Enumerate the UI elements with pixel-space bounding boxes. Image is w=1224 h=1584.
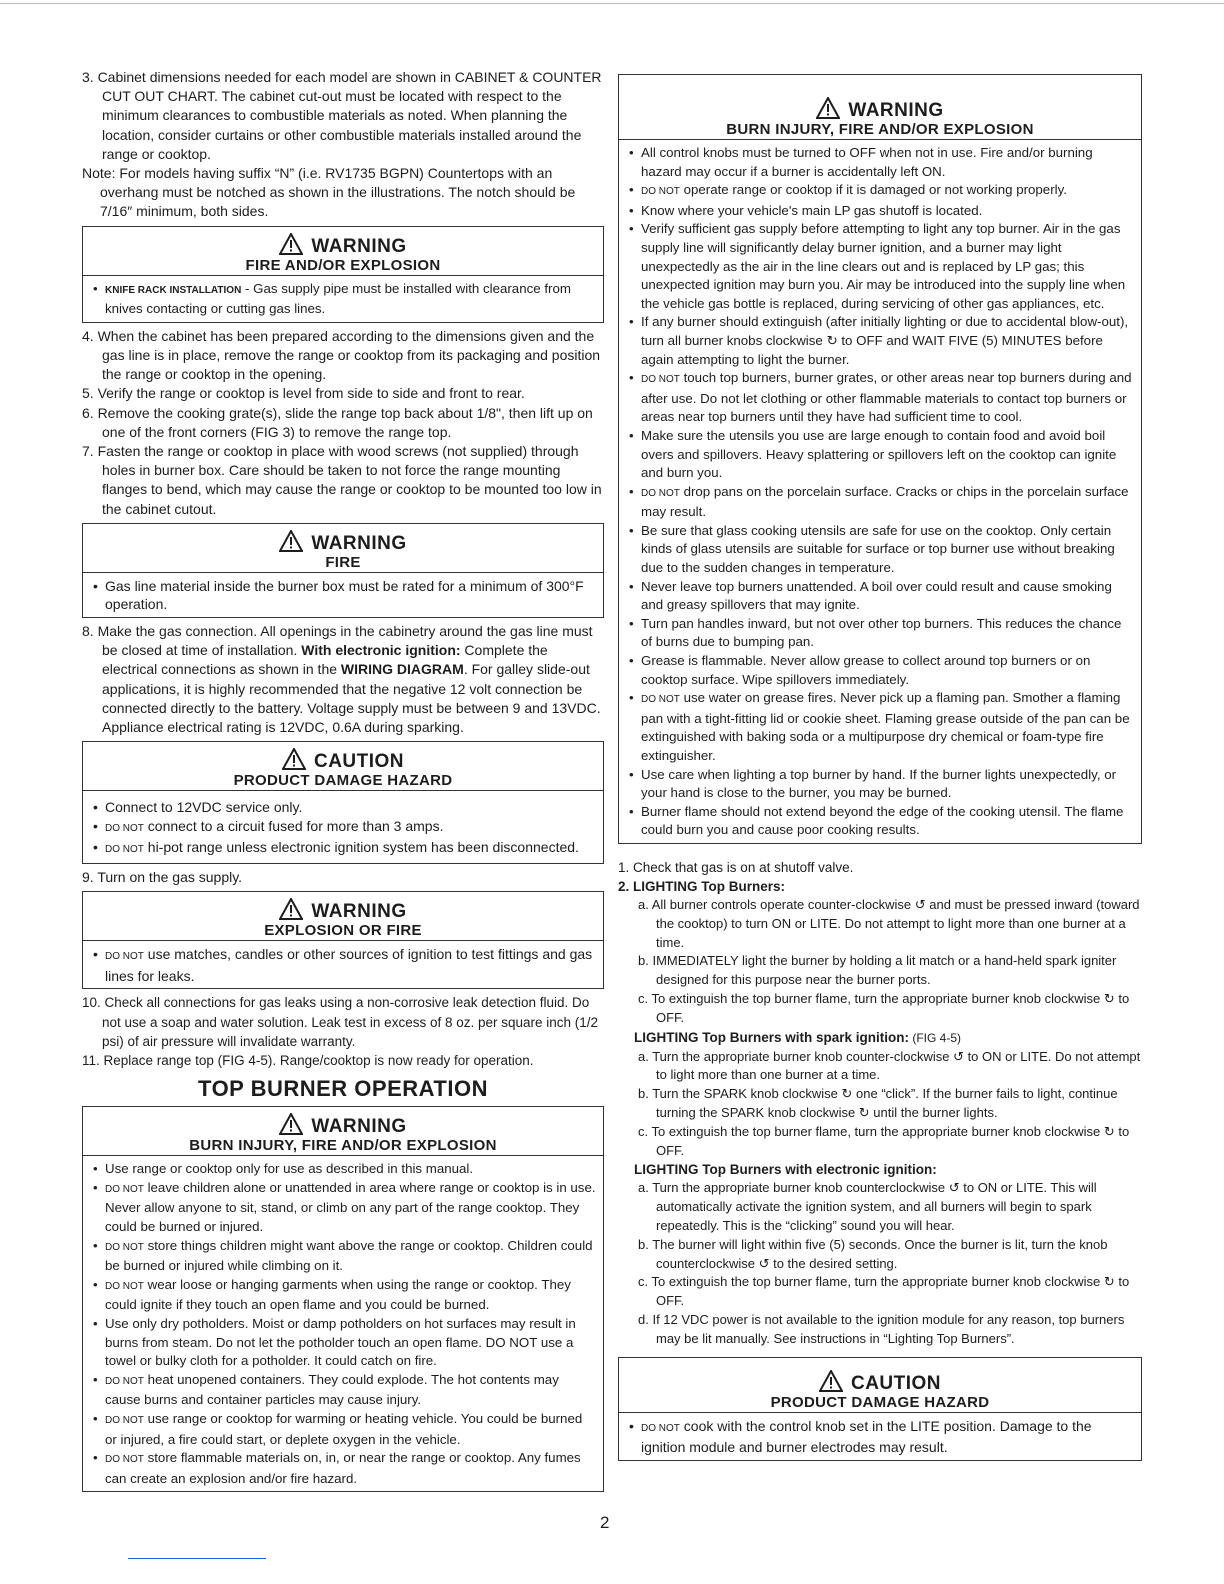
caution-title: CAUTION — [850, 1372, 942, 1394]
warning-title: WARNING — [848, 100, 944, 121]
warning-triangle-icon — [819, 1370, 843, 1392]
right-column — [618, 74, 1142, 1465]
warning-triangle-icon — [282, 748, 306, 770]
warning-triangle-icon — [279, 1113, 303, 1135]
warning-bullet: • Use range or cooktop only for use as described in this manual. — [89, 1160, 597, 1179]
warning-bullet: • Be sure that glass cooking utensils are safe for use on the cooktop. Only certain kinds of glass utensils are suitable for surface or top burner use without breaking due to the sudden changes in temperature. — [625, 522, 1135, 578]
step-10: 10. Check all connections for gas leaks using a non-corrosive leak detection fluid. Do not use a soap and water solution. Leak test in excess of 8 oz. per square inch (1/2 psi) of air pressure will invalidate warranty. — [82, 995, 599, 1049]
lighting-2a: a. All burner controls operate counter-clockwise ↺ and must be pressed inward (toward the cooktop) to turn ON or LITE. Do not attempt to light more than one burner at a time. — [638, 896, 1140, 950]
caution-bullet: • Connect to 12VDC service only. — [89, 798, 597, 817]
warning-triangle-icon — [279, 898, 303, 920]
knife-rack-label: KNIFE RACK INSTALLATION — [105, 284, 242, 296]
electronic-c: c. To extinguish the top burner flame, turn the appropriate burner knob clockwise ↻ to OFF. — [638, 1274, 1130, 1309]
note-countertops: Note: For models having suffix “N” (i.e. RV1735 BGPN) Countertops with an overhang must be notched as shown in the illustrations. The notch should be 7/16″ minimum, both sides. — [82, 165, 576, 220]
warning-title: WARNING — [311, 532, 407, 554]
warning-bullet: • Know where your vehicle's main LP gas shutoff is located. — [625, 202, 1135, 221]
explosion-bullet: • DO NOT use matches, candles or other sources of ignition to test fittings and gas lines for leaks. — [89, 945, 597, 985]
section-heading: TOP BURNER OPERATION — [198, 1076, 488, 1102]
warning-bullet: • If any burner should extinguish (after initially lighting or due to accidental blow-out), turn all burner knobs clockwise ↻ to OFF and WAIT FIVE (5) MINUTES before again attempting to light the burner. — [625, 313, 1135, 369]
caution-box-lite — [618, 1357, 1142, 1461]
step-6: 6. Remove the cooking grate(s), slide the range top back about 1/8", then lift up on one of the front corners (FIG 3) to remove the range top. — [82, 404, 593, 440]
step-4: 4. When the cabinet has been prepared according to the dimensions given and the gas line is in place, remove the range or cooktop from its packaging and position the range or cooktop in the opening. — [82, 327, 601, 383]
caution-box-electrical — [82, 741, 604, 864]
warning-bullet: • DO NOT leave children alone or unattended in area where range or cooktop is in use. Never allow anyone to sit, stand, or climb on any part of the range cooktop. They could be burned or injured. — [89, 1179, 597, 1237]
bottom-link-underline — [128, 1558, 266, 1559]
spark-b: b. Turn the SPARK knob clockwise ↻ one “click”. If the burner fails to light, continue turning the SPARK knob clockwise ↻ until the burner lights. — [638, 1086, 1118, 1120]
caution-title: CAUTION — [313, 751, 405, 773]
warning-bullet: • DO NOT wear loose or hanging garments when using the range or cooktop. They could ignite if they touch an open flame and you could be burned. — [89, 1276, 597, 1315]
warning-bullet: • DO NOT store flammable materials on, in, or near the range or cooktop. Any fumes can create an explosion and/or fire hazard. — [89, 1449, 597, 1488]
warning-subtitle: FIRE AND/OR EXPLOSION — [245, 256, 441, 274]
electronic-d: d. If 12 VDC power is not available to the ignition module for any reason, top burners may be lit manually. See instructions in “Lighting Top Burners”. — [638, 1311, 1125, 1346]
warning-bullet: • Turn pan handles inward, but not over other top burners. This reduces the chance of burns due to bumping pan. — [625, 615, 1135, 652]
warning-subtitle: EXPLOSION OR FIRE — [264, 922, 422, 940]
electronic-b: b. The burner will light within five (5) seconds. Once the burner is lit, turn the knob counterclockwise ↺ to the desired setting. — [638, 1236, 1108, 1271]
warning-box-knife-rack — [82, 226, 604, 323]
warning-subtitle: BURN INJURY, FIRE AND/OR EXPLOSION — [189, 1137, 497, 1155]
warning-bullet: • DO NOT use water on grease fires. Never pick up a flaming pan. Smother a flaming pan with a tight-fitting lid or cookie sheet. Flaming grease outside of the pan can be extinguished with baking soda or a multipurpose dry chemical or foam-type fire extinguisher. — [625, 689, 1135, 765]
warning-title: WARNING — [311, 235, 407, 257]
left-column — [82, 68, 604, 1496]
step-7: 7. Fasten the range or cooktop in place with wood screws (not supplied) through holes in burner box. Care should be taken to not force the range mounting flanges to bend, which may cause the range or cooktop to be mounted too low in the cabinet cutout. — [82, 443, 602, 517]
fire-bullet: • Gas line material inside the burner box must be rated for a minimum of 300°F operation. — [89, 577, 597, 614]
warning-title: WARNING — [311, 901, 407, 923]
top-rule — [0, 3, 1224, 4]
warning-box-fire — [82, 523, 604, 618]
spark-c: c. To extinguish the top burner flame, turn the appropriate burner knob clockwise ↻ to OFF. — [638, 1123, 1130, 1158]
caution-subtitle: PRODUCT DAMAGE HAZARD — [233, 772, 453, 790]
warning-bullet: • Grease is flammable. Never allow grease to collect around top burners or on cooktop surface. Wipe spillovers immediately. — [625, 652, 1135, 689]
lighting-step-1: 1. Check that gas is on at shutoff valve. — [618, 859, 854, 875]
page-number: 2 — [600, 1513, 610, 1532]
caution-bullet: • DO NOT cook with the control knob set in the LITE position. Damage to the ignition module and burner electrodes may result. — [625, 1417, 1135, 1457]
step-5: 5. Verify the range or cooktop is level from side to side and front to rear. — [82, 385, 525, 402]
warning-subtitle: BURN INJURY, FIRE AND/OR EXPLOSION — [726, 121, 1034, 138]
warning-bullet: • Burner flame should not extend beyond the edge of the cooking utensil. The flame could burn you and cause poor cooking results. — [625, 803, 1135, 840]
warning-box-explosion — [82, 891, 604, 989]
spark-ignition-heading: LIGHTING Top Burners with spark ignition: (FIG 4-5) — [634, 1029, 962, 1045]
electronic-ignition-heading: LIGHTING Top Burners with electronic ignition: — [634, 1162, 937, 1178]
warning-bullet: • DO NOT drop pans on the porcelain surface. Cracks or chips in the porcelain surface may result. — [625, 483, 1135, 522]
warning-triangle-icon — [279, 233, 303, 255]
warning-bullet: • Use only dry potholders. Moist or damp potholders on hot surfaces may result in burns from steam. Do not let the potholder touch an open flame. DO NOT use a towel or bulky cloth for a potholder. It could catch on fire. — [89, 1315, 597, 1371]
warning-bullet: • DO NOT operate range or cooktop if it is damaged or not working properly. — [625, 181, 1135, 202]
step-3: 3. Cabinet dimensions needed for each model are shown in CABINET & COUNTER CUT OUT CHART. The cabinet cut-out must be located with respect to the minimum clearances to combustible materials as noted. When planning the location, consider curtains or other combustible materials installed around the range or cooktop. — [82, 69, 602, 162]
step-8: 8. Make the gas connection. All openings in the cabinetry around the gas line must be closed at time of installation. With electronic ignition: Complete the electrical connections as shown in the WIRING DIAGRAM. For galley slide-out applications, it is highly recommended that the negative 12 volt connection be connected directly to the battery. Voltage supply must be between 9 and 13VDC. Appliance electrical rating is 12VDC, 0.6A during sparking. — [82, 623, 601, 736]
warning-bullet: • Make sure the utensils you use are large enough to contain food and avoid boil overs and spillovers. Heavy splattering or spillovers left on the cooktop can ignite and burn you. — [625, 427, 1135, 483]
warning-bullet: • All control knobs must be turned to OFF when not in use. Fire and/or burning hazard may occur if a burner is accidentally left ON. — [625, 144, 1135, 181]
lighting-2b: b. IMMEDIATELY light the burner by holding a lit match or a hand-held spark igniter designed for this purpose near the burner ports. — [638, 953, 1117, 988]
lighting-2c: c. To extinguish the top burner flame, turn the appropriate burner knob clockwise ↻ to OFF. — [638, 990, 1130, 1025]
caution-bullet: • DO NOT connect to a circuit fused for more than 3 amps. — [89, 817, 597, 839]
warning-bullet: • DO NOT use range or cooktop for warming or heating vehicle. You could be burned or injured, a fire could start, or deplete oxygen in the vehicle. — [89, 1410, 597, 1449]
warning-box-burn-injury — [82, 1106, 604, 1492]
warning-box-burn-injury-right — [618, 74, 1142, 844]
caution-bullet: • DO NOT hi-pot range unless electronic ignition system has been disconnected. — [89, 838, 597, 860]
step-11: 11. Replace range top (FIG 4-5). Range/cooktop is now ready for operation. — [82, 1053, 534, 1069]
warning-triangle-icon — [279, 530, 303, 552]
warning-bullet: • Use care when lighting a top burner by hand. If the burner lights unexpectedly, or your hand is close to the burner, you may be burned. — [625, 766, 1135, 803]
warning-bullet: • DO NOT store things children might want above the range or cooktop. Children could be burned or injured while climbing on it. — [89, 1237, 597, 1276]
warning-subtitle: FIRE — [325, 553, 361, 571]
warning-bullet: • DO NOT touch top burners, burner grates, or other areas near top burners during and after use. Do not let clothing or other flammable materials to contact top burners or areas near top burners until they have had sufficient time to cool. — [625, 369, 1135, 427]
spark-a: a. Turn the appropriate burner knob counter-clockwise ↺ to ON or LITE. Do not attempt to light more than one burner at a time. — [638, 1048, 1141, 1083]
lighting-step-2: 2. LIGHTING Top Burners: — [618, 878, 786, 894]
warning-triangle-icon — [816, 97, 840, 119]
warning-bullet: • Never leave top burners unattended. A boil over could result and cause smoking and greasy spillovers that may ignite. — [625, 578, 1135, 615]
electronic-a: a. Turn the appropriate burner knob counterclockwise ↺ to ON or LITE. This will automatically activate the ignition system, and all burners will begin to spark repeatedly. This is the “clicking” sound you will hear. — [638, 1180, 1097, 1233]
knife-rack-text: - Gas supply pipe must be installed with clearance from knives contacting or cutting gas lines. — [105, 280, 571, 317]
warning-bullet: • DO NOT heat unopened containers. They could explode. The hot contents may cause burns and container particles may cause injury. — [89, 1371, 597, 1410]
warning-bullet: • Verify sufficient gas supply before attempting to light any top burner. Air in the gas supply line will significantly delay burner ignition, and a burner may light unexpectedly as the air in the line clears out and is replaced by LP gas; this unexpected ignition may burn you. Air may be introduced into the supply line when the vehicle gas bottle is replaced, during servicing of other gas appliances, etc. — [625, 220, 1135, 313]
warning-title: WARNING — [311, 1116, 407, 1138]
caution-subtitle: PRODUCT DAMAGE HAZARD — [770, 1393, 990, 1411]
step-9: 9. Turn on the gas supply. — [82, 869, 243, 886]
